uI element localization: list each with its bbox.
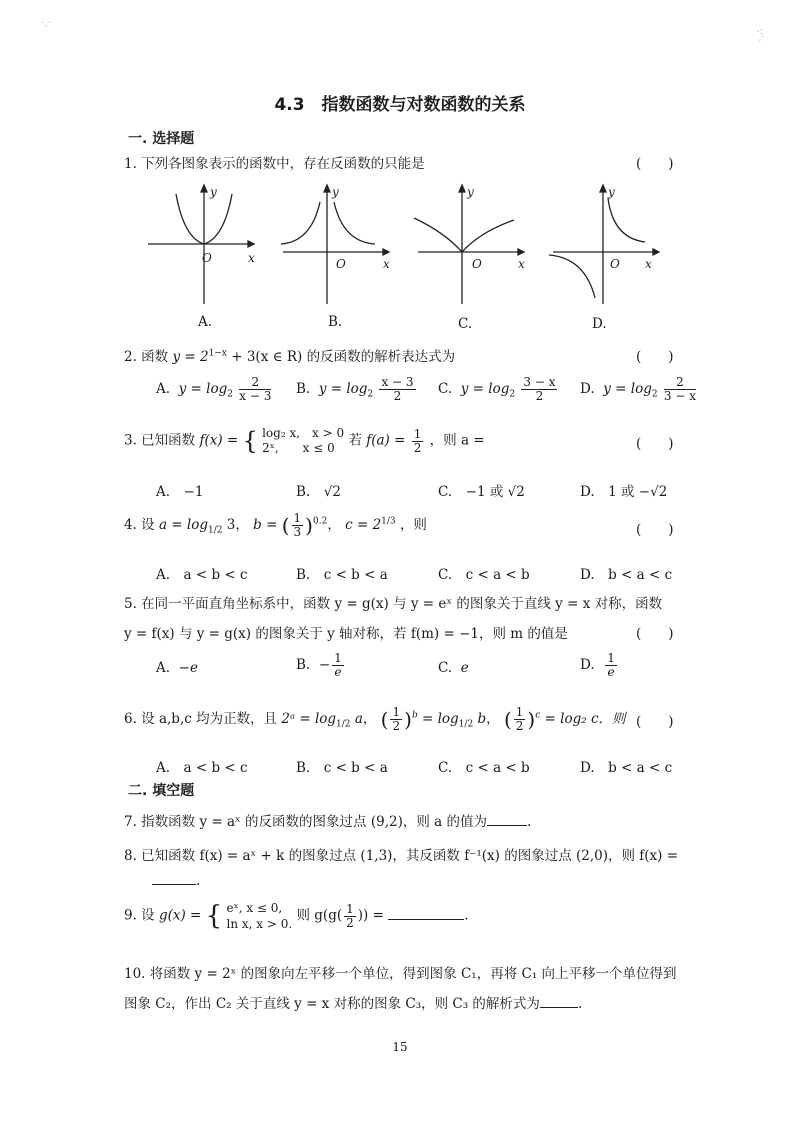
fraction-denominator: 2 <box>413 440 422 455</box>
fraction-denominator: 3 − x <box>663 389 696 403</box>
question-10-body: 图象 C₂，作出 C₂ 关于直线 y = x 对称的图象 C₃，则 C₃ 的解析式为 <box>124 996 540 1012</box>
log-base: 1/2 <box>458 719 474 730</box>
question-6-eq1: 2ᵃ = log <box>281 711 337 727</box>
option-label: A. <box>156 381 171 397</box>
option-fraction <box>239 376 271 403</box>
question-4-a-expr: a = log <box>158 517 208 533</box>
fraction-denominator: e <box>607 665 615 679</box>
graph-a <box>148 185 254 304</box>
option-label: D. <box>580 381 595 397</box>
question-9-text <box>124 900 468 932</box>
question-2-option-c <box>438 376 559 403</box>
paren-close: ) <box>527 707 536 732</box>
question-4-option-b: B. c < b < a <box>296 567 388 583</box>
graph-d-curve-right <box>608 198 645 242</box>
paren-open: ( <box>281 513 290 538</box>
question-4-fraction <box>292 512 304 539</box>
question-5-answer-paren: ( ) <box>636 626 674 642</box>
question-2-func-exp: 1−x <box>208 348 227 359</box>
fraction-denominator: 3 <box>293 525 302 539</box>
graph-d-y-label: y <box>608 185 615 199</box>
question-8-blank[interactable] <box>152 872 196 885</box>
section-fill-heading: 二. 填空题 <box>128 783 195 799</box>
piece-case-2: 2ˣ, x ≤ 0 <box>262 441 335 455</box>
question-4-option-d: D. b < a < c <box>580 567 673 583</box>
log-base: 2 <box>509 389 516 400</box>
section-choice-heading: 一. 选择题 <box>128 131 195 147</box>
question-10-blank[interactable] <box>540 995 578 1008</box>
option-expr: y = log <box>603 381 652 397</box>
question-6-text: 6. 设 a,b,c 均为正数，且 2ᵃ = $\log_{1/2} a$， ( $\frac{1}{2}$ )$^b = \log_{1/2} b$， ( $\frac{1}{2}$ )$^c$ = log₂ c．则 <box>124 705 626 733</box>
question-5-option-d <box>580 652 619 679</box>
option-expr: y = log <box>318 381 368 397</box>
question-2-answer-paren: ( ) <box>636 349 674 365</box>
graph-b-y-arrow <box>324 185 330 192</box>
log-base: 2 <box>227 389 233 400</box>
graph-b-x-arrow <box>383 249 389 255</box>
log-base: 1/2 <box>208 525 223 536</box>
fraction-denominator: e <box>334 665 342 679</box>
question-3-tail: ，则 a = <box>429 432 485 449</box>
question-4-b-exp: 0.2 <box>312 516 328 527</box>
graph-a-y-arrow <box>201 185 207 192</box>
option-label: C. <box>438 660 453 676</box>
graph-b <box>281 185 389 304</box>
question-3-piecewise <box>262 426 344 456</box>
question-2-option-a <box>156 376 273 403</box>
question-7-blank[interactable] <box>487 813 527 826</box>
option-expr: e <box>460 660 469 676</box>
option-fraction <box>332 652 344 679</box>
fraction-denominator: 2 <box>392 719 401 733</box>
graph-b-label: B. <box>328 314 343 330</box>
option-label: B. <box>296 381 311 397</box>
question-5-option-a <box>156 660 198 676</box>
question-3-text <box>124 426 485 456</box>
question-6-eq2-rhs: = log <box>422 711 459 727</box>
graph-c-x-label: x <box>518 257 525 271</box>
graph-a-origin: O <box>202 251 212 265</box>
graph-d <box>549 185 659 304</box>
question-10-end: . <box>577 996 583 1012</box>
option-fraction <box>664 376 696 403</box>
question-6-eq1-arg: a <box>354 711 363 727</box>
graph-a-y-label: y <box>210 185 217 199</box>
question-5-line-1: 5. 在同一平面直角坐标系中，函数 y = g(x) 与 y = eˣ 的图象关于直线 y = x 对称，函数 <box>124 596 663 612</box>
question-6-option-a: A. a < b < c <box>156 760 248 776</box>
option-label: C. <box>438 381 453 397</box>
option-fraction <box>379 376 415 403</box>
graph-b-origin: O <box>336 257 346 271</box>
question-6-answer-paren: ( ) <box>636 714 674 730</box>
graph-d-curve-left <box>549 255 595 298</box>
question-9-fraction <box>344 903 356 930</box>
fraction-numerator: 1 <box>346 901 354 916</box>
question-9-end: . <box>464 907 469 924</box>
question-7-end: . <box>526 814 532 830</box>
question-4-b-expr: b = <box>253 517 278 533</box>
question-2-option-b <box>296 376 418 403</box>
graph-c-origin: O <box>472 257 482 271</box>
question-3-fx: f(x) = <box>199 432 239 449</box>
graph-a-x-label: x <box>248 251 255 265</box>
graph-c-curve <box>414 218 514 252</box>
option-label: A. <box>156 660 171 676</box>
fraction-numerator: 2 <box>664 376 696 390</box>
question-4-option-c: C. c < a < b <box>438 567 530 583</box>
graph-d-y-arrow <box>600 185 606 192</box>
piece-case-1: log₂ x, x > 0 <box>262 426 345 440</box>
option-label: D. <box>580 657 595 673</box>
graph-a-x-arrow <box>248 241 254 247</box>
question-6-fraction-c <box>514 706 526 733</box>
question-9-gx: g(x) = <box>158 907 202 924</box>
question-9-piecewise <box>227 900 293 932</box>
scan-mark-left: ˙‧˙ <box>40 22 52 32</box>
fraction-denominator: 2 <box>515 719 524 733</box>
question-2-option-d <box>580 376 698 403</box>
option-fraction <box>605 652 617 679</box>
graph-c-y-label: y <box>467 185 474 199</box>
question-4-c-exp: 1/3 <box>381 516 396 527</box>
question-2-func-rest: + 3(x ∈ R) <box>231 349 303 365</box>
question-8-end: . <box>196 873 201 889</box>
question-2-func-y: y = 2 <box>172 349 209 365</box>
question-4-option-a: A. a < b < c <box>156 567 248 583</box>
fraction-denominator: 2 <box>393 389 402 403</box>
question-1-graphs <box>140 182 670 307</box>
question-3-option-c: C. −1 或 √2 <box>438 484 525 500</box>
question-9-mid: 则 g(g( <box>296 907 343 924</box>
question-7-body: 7. 指数函数 y = aˣ 的反函数的图象过点 (9,2)，则 a 的值为 <box>124 814 487 830</box>
question-4-answer-paren: ( ) <box>636 522 674 538</box>
question-6-eq3-rhs: = log₂ c．则 <box>544 711 626 727</box>
fraction-numerator: 3 − x <box>523 375 556 389</box>
fraction-denominator: 2 <box>535 389 544 403</box>
question-4-tail: ，则 <box>399 517 427 533</box>
fraction-numerator: 1 <box>334 651 342 665</box>
log-base: 1/2 <box>336 719 351 730</box>
paren-close: ) <box>305 513 313 538</box>
question-9-tail: )) = <box>357 907 384 924</box>
question-3-answer-paren: ( ) <box>636 436 674 452</box>
question-10-line-1: 10. 将函数 y = 2ˣ 的图象向左平移一个单位，得到图象 C₁，再将 C₁ 向上平移一个单位得到 <box>124 966 677 982</box>
graph-c <box>414 185 524 304</box>
question-2-suffix: 的反函数的解析表达式为 <box>306 349 456 365</box>
question-6-fraction-b <box>390 706 402 733</box>
option-label: B. <box>296 657 311 673</box>
fraction-numerator: 1 <box>607 651 615 665</box>
question-7-text <box>124 810 531 830</box>
question-3-fraction <box>412 428 424 455</box>
option-expr: −e <box>178 660 198 676</box>
page-number: 15 <box>392 1040 408 1054</box>
question-4-c-expr: c = 2 <box>345 517 382 533</box>
option-sign: − <box>318 657 331 673</box>
graph-a-label: A. <box>198 314 213 330</box>
question-6-option-d: D. b < a < c <box>580 760 673 776</box>
fraction-numerator: 1 <box>515 705 524 719</box>
graph-d-label: D. <box>592 316 607 332</box>
question-6-option-c: C. c < a < b <box>438 760 530 776</box>
fraction-numerator: x − 3 <box>381 375 414 389</box>
log-base: 2 <box>651 389 658 400</box>
question-6-prefix: 6. 设 a,b,c 均为正数，且 <box>124 711 278 727</box>
question-10-line-2 <box>124 992 582 1012</box>
graph-d-origin: O <box>610 257 620 271</box>
piece-case-1: eˣ, x ≤ 0, <box>226 901 283 915</box>
question-9-prefix: 9. 设 <box>124 907 155 924</box>
question-9-blank[interactable] <box>388 907 464 920</box>
question-3-option-b: B. √2 <box>296 484 341 500</box>
question-6-option-b: B. c < b < a <box>296 760 388 776</box>
question-1-answer-paren: ( ) <box>636 156 674 172</box>
option-expr: y = log <box>460 381 510 397</box>
question-3-mid: 若 <box>348 432 362 449</box>
option-fraction <box>521 376 557 403</box>
fraction-numerator: 1 <box>293 511 302 525</box>
piece-case-2: ln x, x > 0. <box>226 917 293 931</box>
paren-open: ( <box>380 707 389 732</box>
graph-c-x-arrow <box>518 249 524 255</box>
fraction-numerator: 1 <box>413 426 422 441</box>
question-5-option-b <box>296 652 346 679</box>
option-expr: y = log <box>178 381 228 397</box>
graph-b-curve-right <box>334 202 375 244</box>
question-4-text: 4. 设 $a = \log_{1/2} 3$， b = ( $\frac{1}{3}$ )$^{0.2}$， $c = 2^{1/3}$ ，则 <box>124 511 427 539</box>
question-6-eq2-arg: b <box>477 711 487 727</box>
log-base: 2 <box>367 389 374 400</box>
question-3-prefix: 3. 已知函数 <box>124 432 196 449</box>
scan-mark-right: ∵˙‧ <box>753 28 764 42</box>
graph-b-x-label: x <box>383 257 390 271</box>
fraction-numerator: 1 <box>392 705 401 719</box>
question-6-exp-c: c <box>535 710 541 721</box>
brace-icon: { <box>205 901 223 931</box>
page-title: 4.3 指数函数与对数函数的关系 <box>274 95 526 115</box>
graph-c-label: C. <box>458 316 473 332</box>
question-2-text <box>124 345 455 365</box>
question-8-text: 8. 已知函数 f(x) = aˣ + k 的图象过点 (1,3)，其反函数 f⁻¹(x) 的图象过点 (2,0)，则 f(x) = <box>124 848 679 864</box>
graph-b-curve-left <box>281 202 320 244</box>
question-3-option-d: D. 1 或 −√2 <box>580 484 668 500</box>
graph-d-x-arrow <box>653 249 659 255</box>
question-6-exp-b: b <box>411 710 418 721</box>
question-3-option-a: A. −1 <box>156 484 204 500</box>
question-4-prefix: 4. 设 <box>124 517 155 533</box>
question-5-line-2: y = f(x) 与 y = g(x) 的图象关于 y 轴对称，若 f(m) = −1，则 m 的值是 <box>124 626 568 642</box>
graph-d-x-label: x <box>645 257 652 271</box>
fraction-denominator: x − 3 <box>239 389 272 403</box>
question-3-cond: f(a) = <box>366 432 406 449</box>
question-1-text: 1. 下列各图象表示的函数中，存在反函数的只能是 <box>124 156 425 172</box>
graph-b-y-label: y <box>332 185 339 199</box>
fraction-numerator: 2 <box>239 376 271 390</box>
question-5-option-c <box>438 660 469 676</box>
graph-c-y-arrow <box>459 185 465 192</box>
question-8-answer <box>124 872 200 889</box>
paren-open: ( <box>503 707 512 732</box>
question-4-a-arg: 3 <box>226 517 236 533</box>
question-2-prefix: 2. 函数 <box>124 349 169 365</box>
brace-icon: { <box>242 427 258 455</box>
paren-close: ) <box>404 707 412 732</box>
fraction-denominator: 2 <box>346 915 354 930</box>
